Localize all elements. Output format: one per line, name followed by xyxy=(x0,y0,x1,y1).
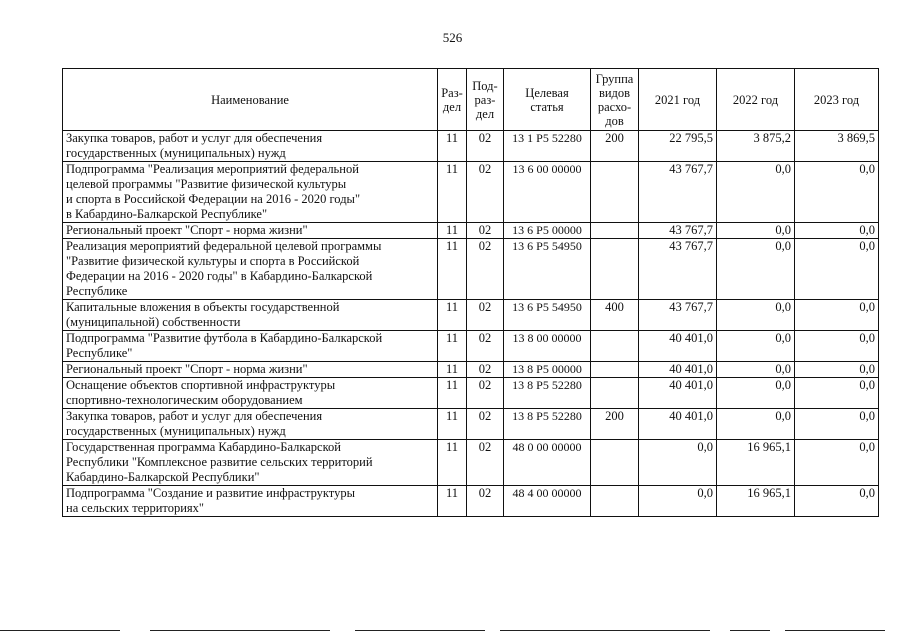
table-row xyxy=(63,300,879,331)
cell-razdel: 11 xyxy=(438,486,467,517)
cell-2022: 0,0 xyxy=(717,331,795,362)
cell-name: Реализация мероприятий федеральной целевой программы "Развитие физической культуры и спорта в Российской Федерации на 2016 - 2020 годы" в Кабардино-Балкарской Республике xyxy=(63,239,438,300)
cell-name: Оснащение объектов спортивной инфраструктуры спортивно-технологическим оборудованием xyxy=(63,378,438,409)
cell-razdel: 11 xyxy=(438,362,467,378)
cell-2022: 0,0 xyxy=(717,378,795,409)
cell-name: Закупка товаров, работ и услуг для обеспечения государственных (муниципальных) нужд xyxy=(63,409,438,440)
cell-group: 400 xyxy=(591,300,639,331)
cell-2021: 43 767,7 xyxy=(639,300,717,331)
table-row xyxy=(63,162,879,223)
cell-target: 13 8 P5 52280 xyxy=(504,409,591,440)
cell-group xyxy=(591,331,639,362)
cell-target: 13 6 P5 54950 xyxy=(504,300,591,331)
cell-group xyxy=(591,362,639,378)
cell-name: Подпрограмма "Реализация мероприятий федеральной целевой программы "Развитие физической культуры и спорта в Российской Федерации на 2016 - 2020 годы" в Кабардино-Балкарской Республике" xyxy=(63,162,438,223)
table-row xyxy=(63,331,879,362)
cell-2022: 0,0 xyxy=(717,409,795,440)
cell-target: 48 4 00 00000 xyxy=(504,486,591,517)
cell-podrazdel: 02 xyxy=(467,131,504,162)
cell-podrazdel: 02 xyxy=(467,362,504,378)
cell-podrazdel: 02 xyxy=(467,486,504,517)
cell-2023: 0,0 xyxy=(795,440,879,486)
header-row xyxy=(63,69,879,131)
cell-2022: 0,0 xyxy=(717,362,795,378)
cell-podrazdel: 02 xyxy=(467,300,504,331)
cell-2023: 0,0 xyxy=(795,378,879,409)
cell-2021: 22 795,5 xyxy=(639,131,717,162)
cell-name: Государственная программа Кабардино-Балкарской Республики "Комплексное развитие сельских территорий Кабардино-Балкарской Республики" xyxy=(63,440,438,486)
cell-razdel: 11 xyxy=(438,162,467,223)
cell-target: 48 0 00 00000 xyxy=(504,440,591,486)
cell-podrazdel: 02 xyxy=(467,223,504,239)
cell-group xyxy=(591,440,639,486)
bottom-scan-lines xyxy=(0,630,905,634)
cell-group xyxy=(591,486,639,517)
cell-target: 13 8 00 00000 xyxy=(504,331,591,362)
header-podrazdel: Под- раз- дел xyxy=(467,69,504,131)
header-2021: 2021 год xyxy=(639,69,717,131)
cell-razdel: 11 xyxy=(438,223,467,239)
cell-name: Региональный проект "Спорт - норма жизни" xyxy=(63,362,438,378)
cell-group xyxy=(591,223,639,239)
table-row xyxy=(63,239,879,300)
table-row xyxy=(63,378,879,409)
header-2023: 2023 год xyxy=(795,69,879,131)
cell-2023: 0,0 xyxy=(795,223,879,239)
cell-razdel: 11 xyxy=(438,378,467,409)
cell-name: Капитальные вложения в объекты государственной (муниципальной) собственности xyxy=(63,300,438,331)
cell-2022: 0,0 xyxy=(717,223,795,239)
cell-2021: 40 401,0 xyxy=(639,409,717,440)
cell-2022: 16 965,1 xyxy=(717,486,795,517)
cell-2023: 0,0 xyxy=(795,362,879,378)
cell-2023: 0,0 xyxy=(795,239,879,300)
cell-2021: 40 401,0 xyxy=(639,331,717,362)
cell-2021: 0,0 xyxy=(639,486,717,517)
cell-2022: 3 875,2 xyxy=(717,131,795,162)
cell-2022: 0,0 xyxy=(717,162,795,223)
cell-podrazdel: 02 xyxy=(467,162,504,223)
header-2022: 2022 год xyxy=(717,69,795,131)
cell-target: 13 6 P5 00000 xyxy=(504,223,591,239)
cell-2021: 43 767,7 xyxy=(639,162,717,223)
cell-razdel: 11 xyxy=(438,131,467,162)
cell-razdel: 11 xyxy=(438,440,467,486)
cell-2023: 0,0 xyxy=(795,331,879,362)
table-row xyxy=(63,131,879,162)
cell-group xyxy=(591,239,639,300)
table-row xyxy=(63,486,879,517)
cell-2021: 40 401,0 xyxy=(639,362,717,378)
cell-2022: 0,0 xyxy=(717,300,795,331)
cell-group: 200 xyxy=(591,131,639,162)
cell-target: 13 6 P5 54950 xyxy=(504,239,591,300)
cell-target: 13 1 P5 52280 xyxy=(504,131,591,162)
page-number: 526 xyxy=(442,30,463,45)
cell-podrazdel: 02 xyxy=(467,331,504,362)
cell-razdel: 11 xyxy=(438,331,467,362)
cell-2021: 40 401,0 xyxy=(639,378,717,409)
table-row xyxy=(63,440,879,486)
cell-name: Подпрограмма "Развитие футбола в Кабардино-Балкарской Республике" xyxy=(63,331,438,362)
cell-2021: 43 767,7 xyxy=(639,239,717,300)
cell-group xyxy=(591,162,639,223)
cell-podrazdel: 02 xyxy=(467,378,504,409)
cell-2023: 0,0 xyxy=(795,162,879,223)
cell-2023: 0,0 xyxy=(795,300,879,331)
cell-2023: 3 869,5 xyxy=(795,131,879,162)
cell-razdel: 11 xyxy=(438,239,467,300)
cell-2022: 16 965,1 xyxy=(717,440,795,486)
header-group: Группа видов расхо- дов xyxy=(591,69,639,131)
cell-2023: 0,0 xyxy=(795,486,879,517)
cell-podrazdel: 02 xyxy=(467,440,504,486)
cell-name: Закупка товаров, работ и услуг для обеспечения государственных (муниципальных) нужд xyxy=(63,131,438,162)
table-row xyxy=(63,409,879,440)
cell-target: 13 8 P5 52280 xyxy=(504,378,591,409)
cell-2021: 0,0 xyxy=(639,440,717,486)
cell-target: 13 8 P5 00000 xyxy=(504,362,591,378)
cell-group xyxy=(591,378,639,409)
cell-razdel: 11 xyxy=(438,300,467,331)
table-row xyxy=(63,223,879,239)
header-razdel: Раз- дел xyxy=(438,69,467,131)
cell-group: 200 xyxy=(591,409,639,440)
cell-2022: 0,0 xyxy=(717,239,795,300)
cell-target: 13 6 00 00000 xyxy=(504,162,591,223)
header-target: Целевая статья xyxy=(504,69,591,131)
cell-2023: 0,0 xyxy=(795,409,879,440)
cell-razdel: 11 xyxy=(438,409,467,440)
header-name: Наименование xyxy=(63,69,438,131)
cell-podrazdel: 02 xyxy=(467,409,504,440)
cell-name: Региональный проект "Спорт - норма жизни" xyxy=(63,223,438,239)
budget-table xyxy=(62,68,879,517)
cell-2021: 43 767,7 xyxy=(639,223,717,239)
cell-name: Подпрограмма "Создание и развитие инфраструктуры на сельских территориях" xyxy=(63,486,438,517)
table-row xyxy=(63,362,879,378)
cell-podrazdel: 02 xyxy=(467,239,504,300)
